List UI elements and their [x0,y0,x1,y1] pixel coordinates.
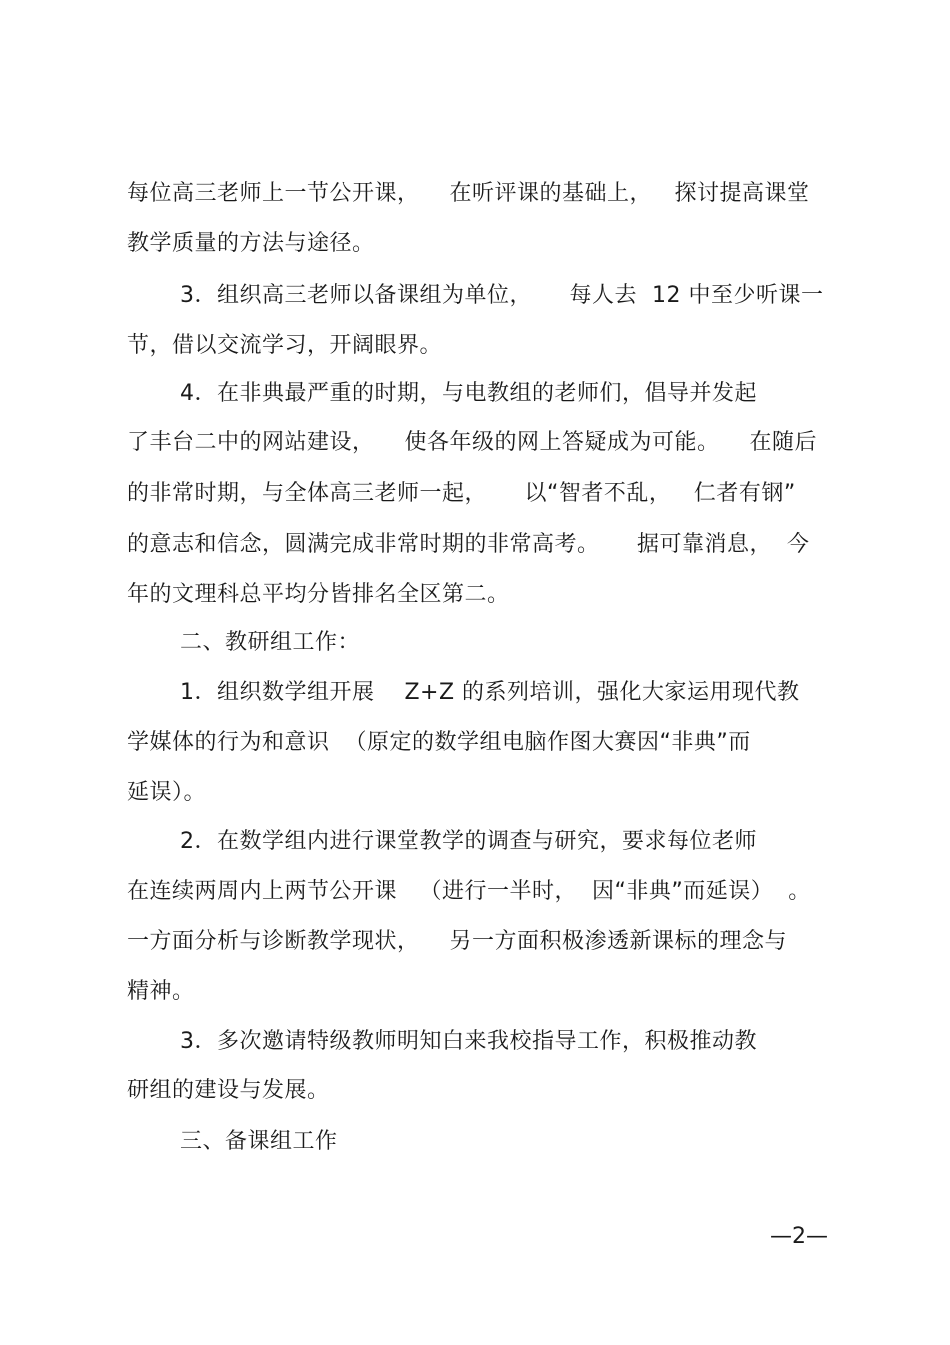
text-line-17: 精神。 [127,979,195,1004]
text-line-3: 3．组织高三老师以备课组为单位， 每人去 12 中至少听课一 [180,283,824,308]
text-line-5: 4．在非典最严重的时期，与电教组的老师们，倡导并发起 [180,381,757,406]
text-line-11: 1．组织数学组开展 Z+Z 的系列培训，强化大家运用现代教 [180,680,800,705]
text-line-8: 的意志和信念，圆满完成非常时期的非常高考。 据可靠消息， 今 [127,532,810,557]
text-line-1: 每位高三老师上一节公开课， 在听评课的基础上， 探讨提高课堂 [127,181,810,206]
text-line-7: 的非常时期，与全体高三老师一起， 以“智者不乱， 仁者有钢” [127,481,796,506]
text-line-15: 在连续两周内上两节公开课 （进行一半时， 因“非典”而延误） 。 [127,879,811,904]
text-line-12: 学媒体的行为和意识 （原定的数学组电脑作图大赛因“非典”而 [127,730,751,755]
section-heading-lesson-prep: 三、备课组工作 [180,1129,338,1154]
page-number: —2— [770,1224,828,1249]
text-line-18: 3．多次邀请特级教师明知白来我校指导工作，积极推动教 [180,1029,757,1054]
text-line-19: 研组的建设与发展。 [127,1078,330,1103]
text-line-4: 节，借以交流学习，开阔眼界。 [127,333,443,358]
text-line-13: 延误）。 [127,780,207,805]
text-line-6: 了丰台二中的网站建设， 使各年级的网上答疑成为可能。 在随后 [127,430,817,455]
section-heading-teaching-research: 二、教研组工作： [180,630,361,655]
text-line-2: 教学质量的方法与途径。 [127,231,375,256]
text-line-16: 一方面分析与诊断教学现状， 另一方面积极渗透新课标的理念与 [127,929,787,954]
text-line-9: 年的文理科总平均分皆排名全区第二。 [127,582,510,607]
text-line-14: 2．在数学组内进行课堂教学的调查与研究，要求每位老师 [180,829,757,854]
